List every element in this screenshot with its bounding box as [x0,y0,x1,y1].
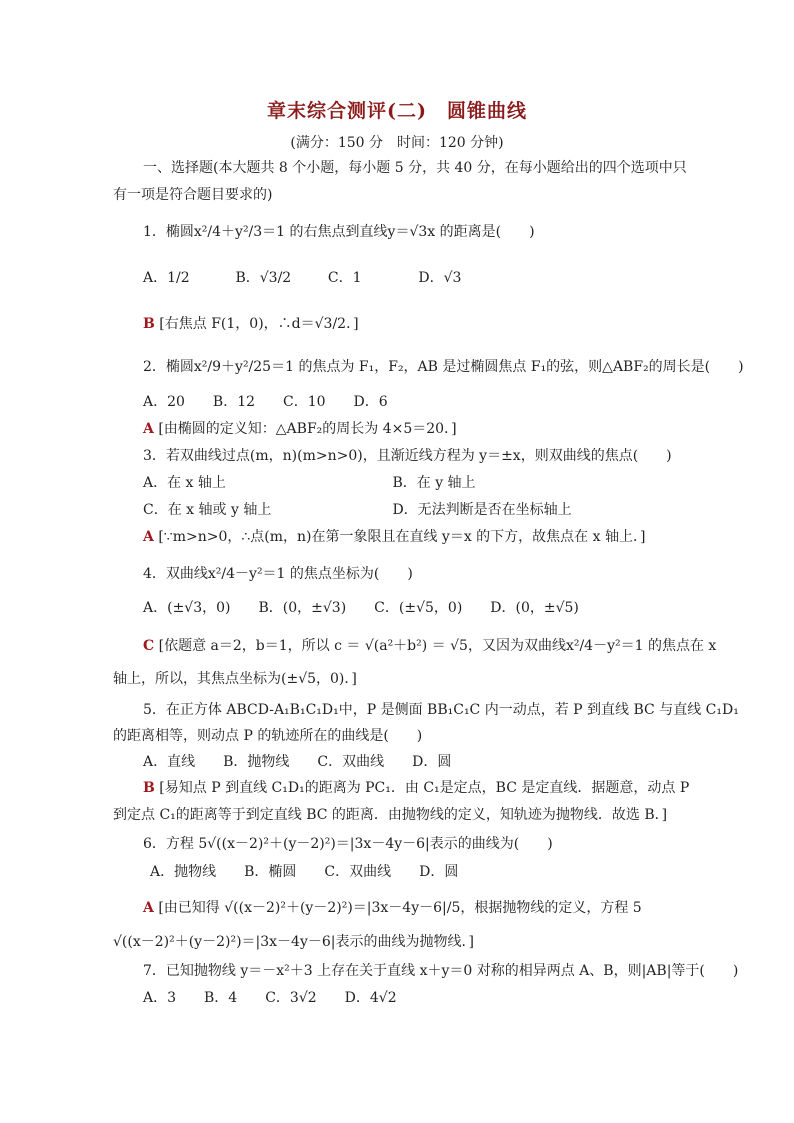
question-7-options: A．3 B．4 C．3√2 D．4√2 [143,990,397,1006]
option-d: D．无法判断是否在坐标轴上 [392,502,572,518]
answer-letter: A [143,529,154,545]
answer-4-line2: 轴上，所以，其焦点坐标为(±√5，0)．] [113,671,357,687]
option-b: B．√3/2 [235,270,292,286]
question-3-stem: 3．若双曲线过点(m，n)(m>n>0)，且渐近线方程为 y＝±x，则双曲线的焦点( ) [143,448,672,464]
answer-explanation: [依题意 a＝2，b＝1，所以 c ＝ √(a²＋b²) ＝ √5，又因为双曲线x²/4－y²＝1 的焦点在 x [158,638,717,654]
page-title: 章末综合测评(二) 圆锥曲线 [267,100,527,122]
question-3-options-row1 [143,473,713,493]
option-c: C．1 [327,270,362,286]
answer-5-line2: 到定点 C₁的距离等于到定直线 BC 的距离．由抛物线的定义，知轨迹为抛物线．故选 B．] [113,807,668,823]
answer-letter: A [143,900,154,916]
option-a: A．1/2 [143,270,190,286]
answer-3 [143,527,713,547]
question-1-options [143,268,713,288]
answer-5-line1 [143,778,713,798]
answer-letter: B [143,316,155,332]
answer-explanation: [易知点 P 到直线 C₁D₁的距离为 PC₁．由 C₁是定点，BC 是定直线．据题意，动点 P [159,780,690,796]
answer-letter: A [143,421,154,437]
answer-2 [143,419,713,439]
answer-explanation: [由椭圆的定义知：△ABF₂的周长为 4×5＝20．] [158,421,457,437]
question-7-stem: 7．已知抛物线 y＝－x²＋3 上存在关于直线 x＋y＝0 对称的相异两点 A、B，则|AB|等于( ) [143,963,739,979]
answer-explanation: [右焦点 F(1，0)，∴d＝√3/2．] [159,316,359,332]
question-4-stem: 4．双曲线x²/4－y²＝1 的焦点坐标为( ) [143,566,413,582]
exam-info: (满分：150 分 时间：120 分钟) [290,135,504,151]
question-6-options: A．抛物线 B．椭圆 C．双曲线 D．圆 [150,864,459,880]
question-1-stem: 1．椭圆x²/4＋y²/3＝1 的右焦点到直线y＝√3x 的距离是( ) [143,224,535,240]
answer-explanation: [由已知得 √((x－2)²＋(y－2)²)＝|3x－4y－6|/5，根据抛物线的定义，方程 5 [158,900,642,916]
section-intro-line2: 有一项是符合题目要求的) [113,187,273,203]
answer-4-line1 [143,636,717,656]
option-c: C．在 x 轴或 y 轴上 [143,502,272,518]
answer-letter: C [143,638,155,654]
question-3-options-row2 [143,500,713,520]
option-d: D．√3 [418,270,462,286]
question-4-options: A．(±√3，0) B．(0，±√3) C．(±√5，0) D．(0，±√5) [143,600,579,616]
question-6-stem: 6．方程 5√((x－2)²＋(y－2)²)＝|3x－4y－6|表示的曲线为( ) [143,836,553,852]
answer-1 [143,314,713,334]
section-intro-line1: 一、选择题(本大题共 8 个小题，每小题 5 分，共 40 分，在每小题给出的四个选项中只 [143,160,687,176]
question-5-stem-line2: 的距离相等，则动点 P 的轨迹所在的曲线是( ) [113,728,423,744]
option-b: B．在 y 轴上 [392,475,476,491]
answer-6-line2: √((x－2)²＋(y－2)²)＝|3x－4y－6|表示的曲线为抛物线．] [113,934,474,950]
question-5-stem-line1: 5．在正方体 ABCD-A₁B₁C₁D₁中，P 是侧面 BB₁C₁C 内一动点，若 P 到直线 BC 与直线 C₁D₁ [143,702,739,718]
option-a: A．在 x 轴上 [143,475,226,491]
answer-letter: B [143,780,155,796]
answer-explanation: [∵m>n>0，∴点(m，n)在第一象限且在直线 y＝x 的下方，故焦点在 x 轴上．] [158,529,646,545]
answer-6-line1 [143,898,713,918]
question-5-options: A．直线 B．抛物线 C．双曲线 D．圆 [143,754,452,770]
question-2-options: A．20 B．12 C．10 D．6 [143,394,388,410]
question-2-stem: 2．椭圆x²/9＋y²/25＝1 的焦点为 F₁，F₂，AB 是过椭圆焦点 F₁的弦，则△ABF₂的周长是( ) [143,359,744,375]
